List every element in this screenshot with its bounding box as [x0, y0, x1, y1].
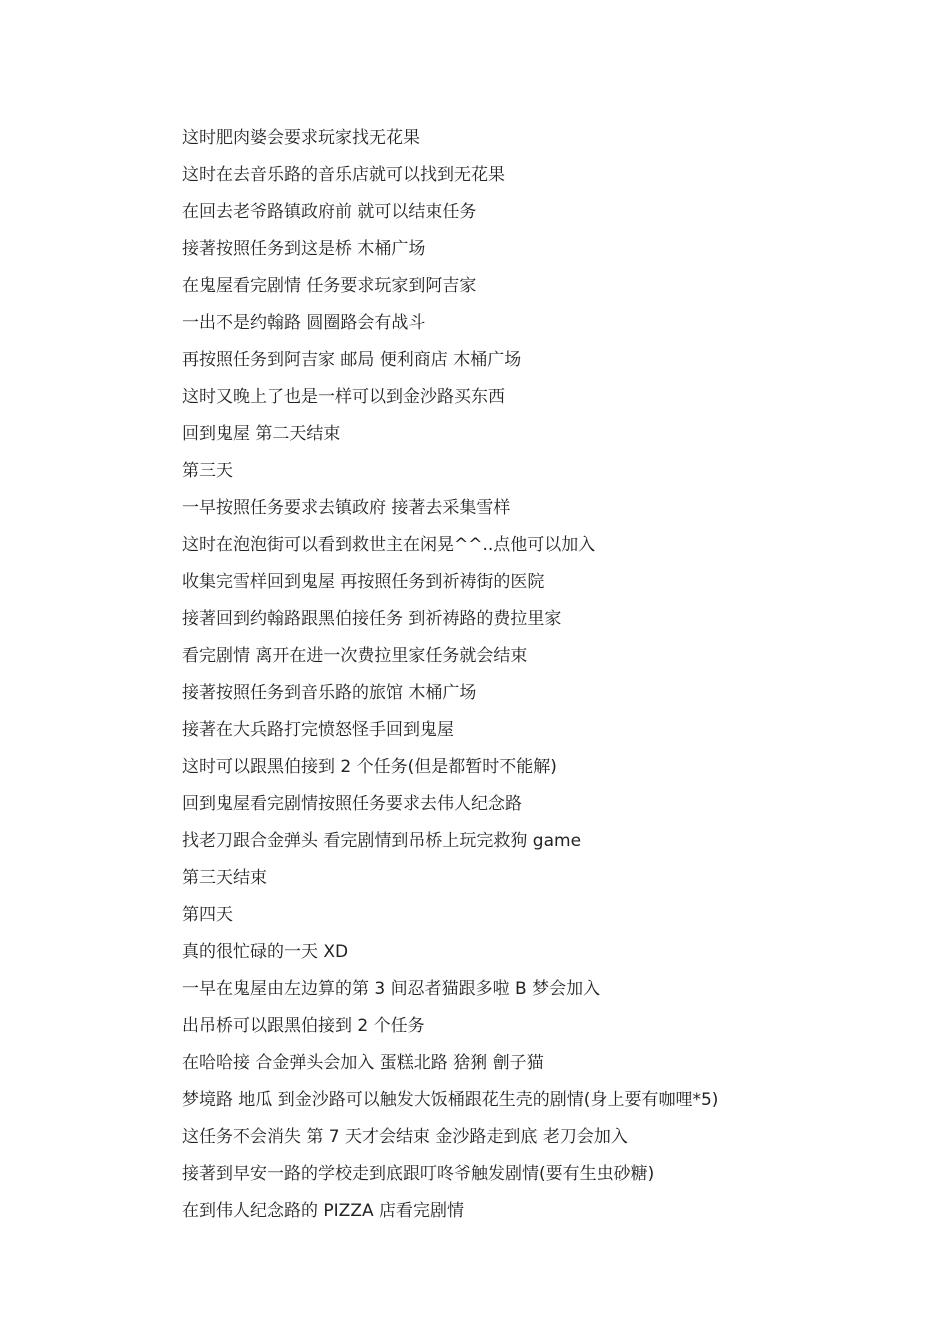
text-line: 一出不是约翰路 圆圈路会有战斗 [182, 313, 426, 333]
text-line: 这时肥肉婆会要求玩家找无花果 [182, 128, 420, 148]
text-line: 一早在鬼屋由左边算的第 3 间忍者猫跟多啦 B 梦会加入 [182, 979, 601, 999]
text-line: 这时在去音乐路的音乐店就可以找到无花果 [182, 165, 505, 185]
text-line: 接著到早安一路的学校走到底跟叮咚爷触发剧情(要有生虫砂糖) [182, 1164, 655, 1184]
text-line: 在到伟人纪念路的 PIZZA 店看完剧情 [182, 1201, 464, 1221]
text-line: 在回去老爷路镇政府前 就可以结束任务 [182, 202, 477, 222]
text-line: 出吊桥可以跟黑伯接到 2 个任务 [182, 1016, 425, 1036]
text-line: 接著按照任务到音乐路的旅馆 木桶广场 [182, 683, 477, 703]
text-line: 接著按照任务到这是桥 木桶广场 [182, 239, 426, 259]
text-line: 回到鬼屋看完剧情按照任务要求去伟人纪念路 [182, 794, 522, 814]
text-line: 真的很忙碌的一天 XD [182, 942, 349, 962]
text-line: 这时在泡泡街可以看到救世主在闲晃^^..点他可以加入 [182, 535, 596, 555]
text-line: 接著回到约翰路跟黑伯接任务 到祈祷路的费拉里家 [182, 609, 562, 629]
text-line: 在哈哈接 合金弹头会加入 蛋糕北路 猞猁 劊子猫 [182, 1053, 544, 1073]
text-line: 梦境路 地瓜 到金沙路可以触发大饭桶跟花生壳的剧情(身上要有咖哩*5) [182, 1090, 719, 1110]
day-heading: 第四天 [182, 905, 233, 925]
text-line: 找老刀跟合金弹头 看完剧情到吊桥上玩完救狗 game [182, 831, 582, 851]
text-line: 收集完雪样回到鬼屋 再按照任务到祈祷街的医院 [182, 572, 545, 592]
text-line: 接著在大兵路打完愤怒怪手回到鬼屋 [182, 720, 454, 740]
text-line: 这时又晚上了也是一样可以到金沙路买东西 [182, 387, 505, 407]
text-line: 这任务不会消失 第 7 天才会结束 金沙路走到底 老刀会加入 [182, 1127, 628, 1147]
text-line: 再按照任务到阿吉家 邮局 便利商店 木桶广场 [182, 350, 522, 370]
text-line: 在鬼屋看完剧情 任务要求玩家到阿吉家 [182, 276, 477, 296]
day-heading: 第三天 [182, 461, 233, 481]
text-line: 看完剧情 离开在进一次费拉里家任务就会结束 [182, 646, 528, 666]
text-line: 这时可以跟黑伯接到 2 个任务(但是都暂时不能解) [182, 757, 557, 777]
text-line: 第三天结束 [182, 868, 267, 888]
text-line: 一早按照任务要求去镇政府 接著去采集雪样 [182, 498, 511, 518]
document-body [182, 120, 882, 1230]
text-line: 回到鬼屋 第二天结束 [182, 424, 341, 444]
